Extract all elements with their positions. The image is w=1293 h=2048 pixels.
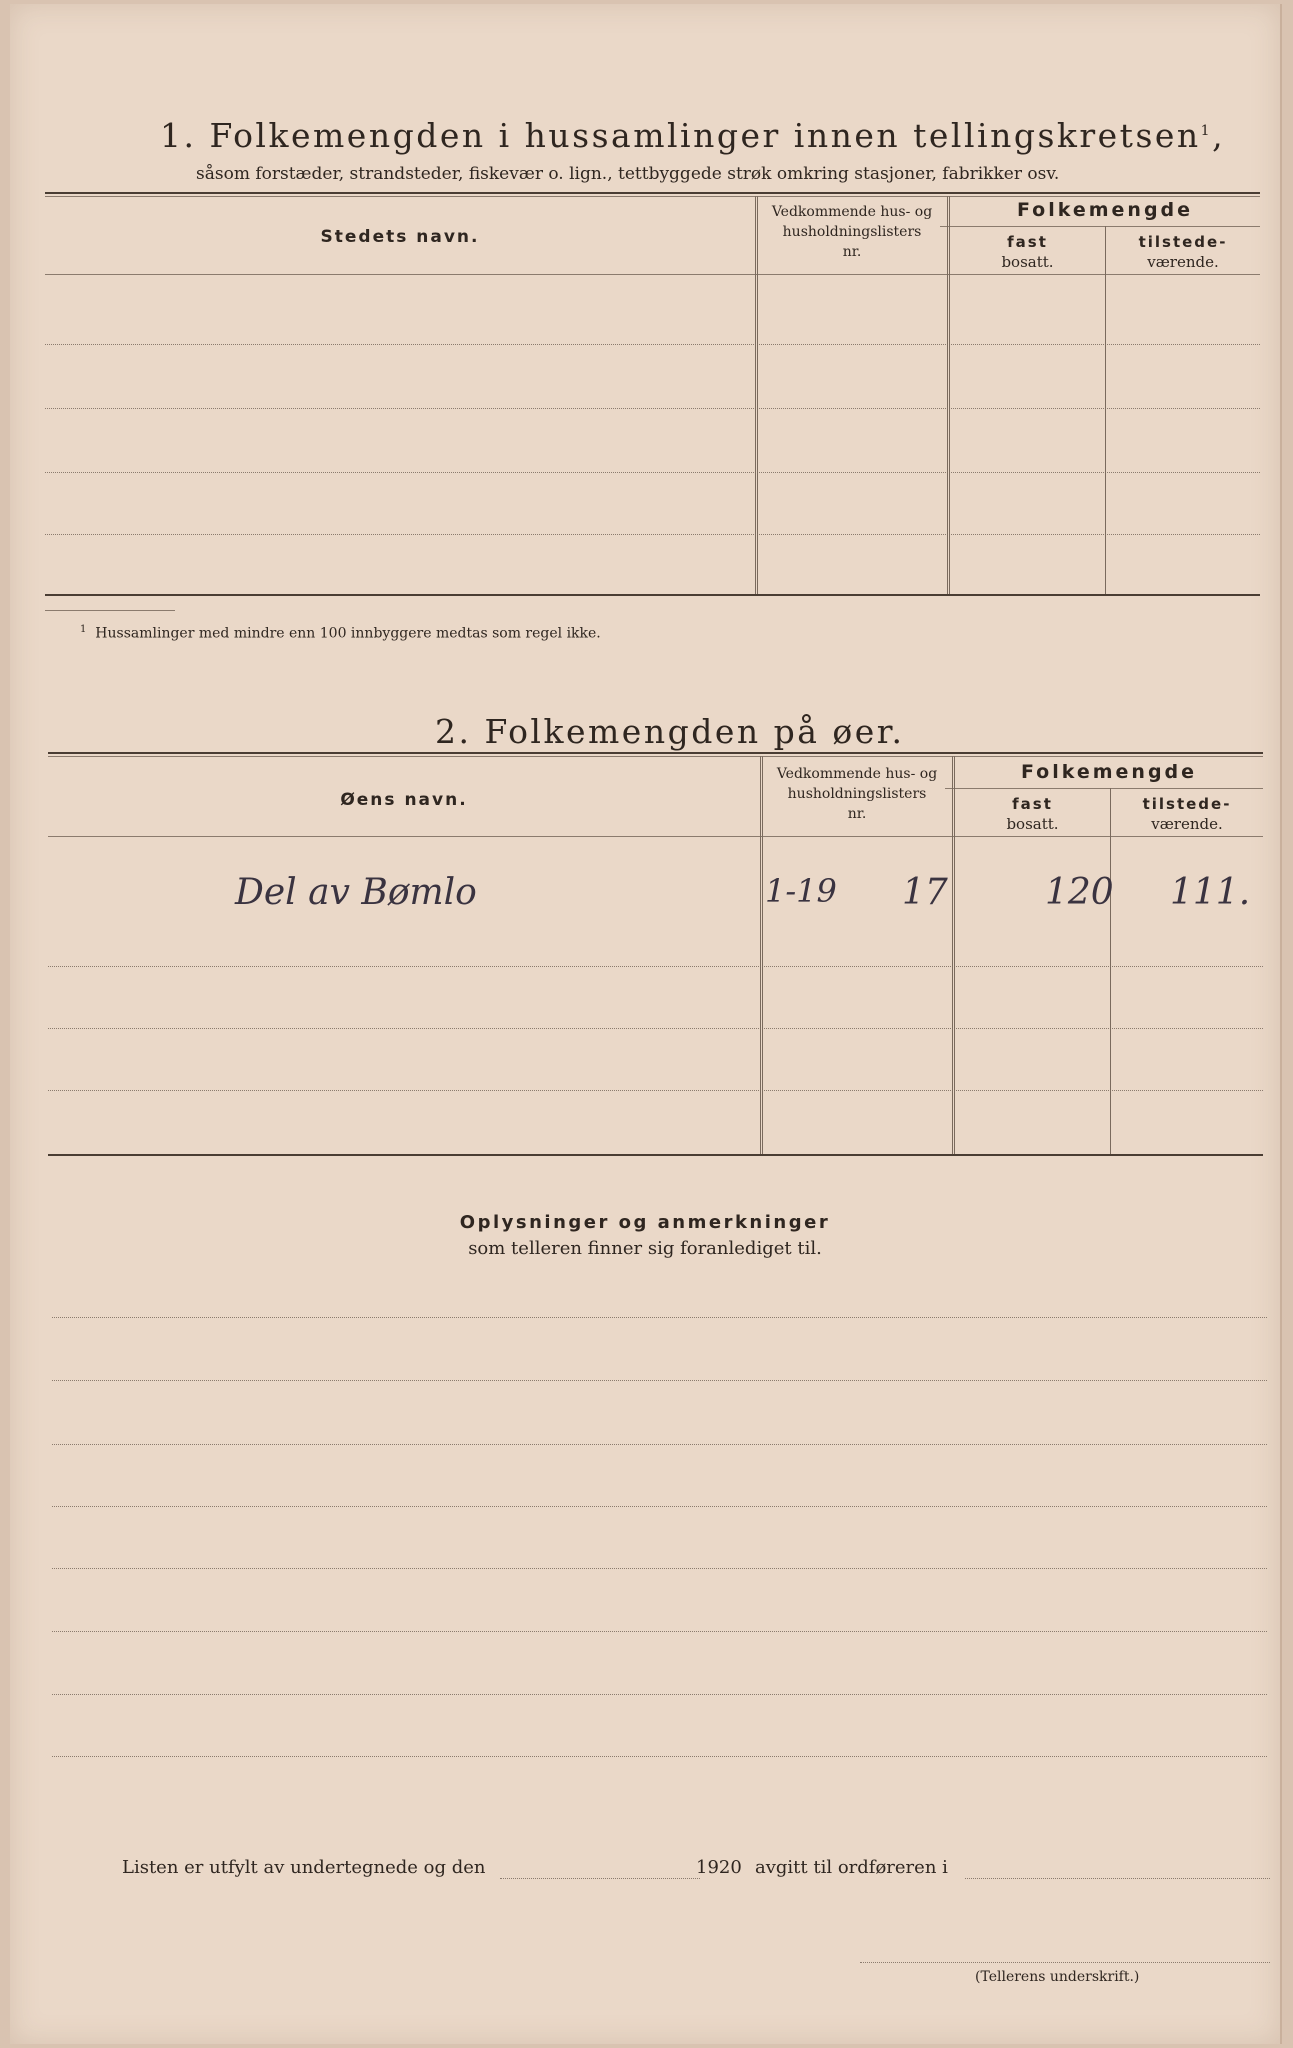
census-form-page bbox=[10, 4, 1282, 2044]
col-header-list-numbers: Vedkommende hus- og husholdningslisters nr. bbox=[771, 204, 933, 260]
list-from-cell: 1-19 bbox=[765, 872, 837, 910]
col-header-island-name: Øens navn. bbox=[340, 790, 468, 810]
present-count-cell: 111. bbox=[1170, 872, 1251, 913]
signature-statement-2: avgitt til ordføreren i bbox=[755, 1857, 948, 1878]
signature-statement: Listen er utfylt av undertegnede og den bbox=[122, 1857, 486, 1878]
island-name-cell: Del av Bømlo bbox=[235, 872, 477, 913]
col-header-population: Folkemengde bbox=[1016, 199, 1194, 221]
footnote: $^1$ Hussamlinger med mindre enn 100 innbyggere medtas som regel ikke. bbox=[80, 624, 601, 642]
col-header-resident: fast bosatt. bbox=[1001, 233, 1054, 271]
col-header-present: tilstede- værende. bbox=[1142, 795, 1232, 833]
col-header-list-numbers: Vedkommende hus- og husholdningslisters nr. bbox=[776, 766, 938, 822]
footnote-reference: 1 bbox=[1200, 123, 1213, 139]
signature-year: 1920 bbox=[696, 1857, 742, 1878]
section1-title: 1. Folkemengden i hussamlinger innen tellingskretsen$^1$, bbox=[160, 116, 1226, 155]
col-header-place-name: Stedets navn. bbox=[320, 227, 480, 247]
list-to-cell: 17 bbox=[902, 872, 948, 913]
resident-count-cell: 120 bbox=[1045, 872, 1114, 913]
remarks-subtitle: som telleren finner sig foranlediget til. bbox=[468, 1238, 822, 1259]
col-header-present: tilstede- værende. bbox=[1138, 233, 1228, 271]
remarks-title: Oplysninger og anmerkninger bbox=[459, 1212, 831, 1233]
section1-subtitle: såsom forstæder, strandsteder, fiskevær o. lign., tettbyggede strøk omkring stasjoner, fabrikker osv. bbox=[196, 164, 1060, 184]
section2-title: 2. Folkemengden på øer. bbox=[435, 712, 905, 751]
col-header-population: Folkemengde bbox=[1020, 761, 1198, 783]
signature-caption: (Tellerens underskrift.) bbox=[975, 1969, 1140, 1985]
col-header-resident: fast bosatt. bbox=[1006, 795, 1059, 833]
